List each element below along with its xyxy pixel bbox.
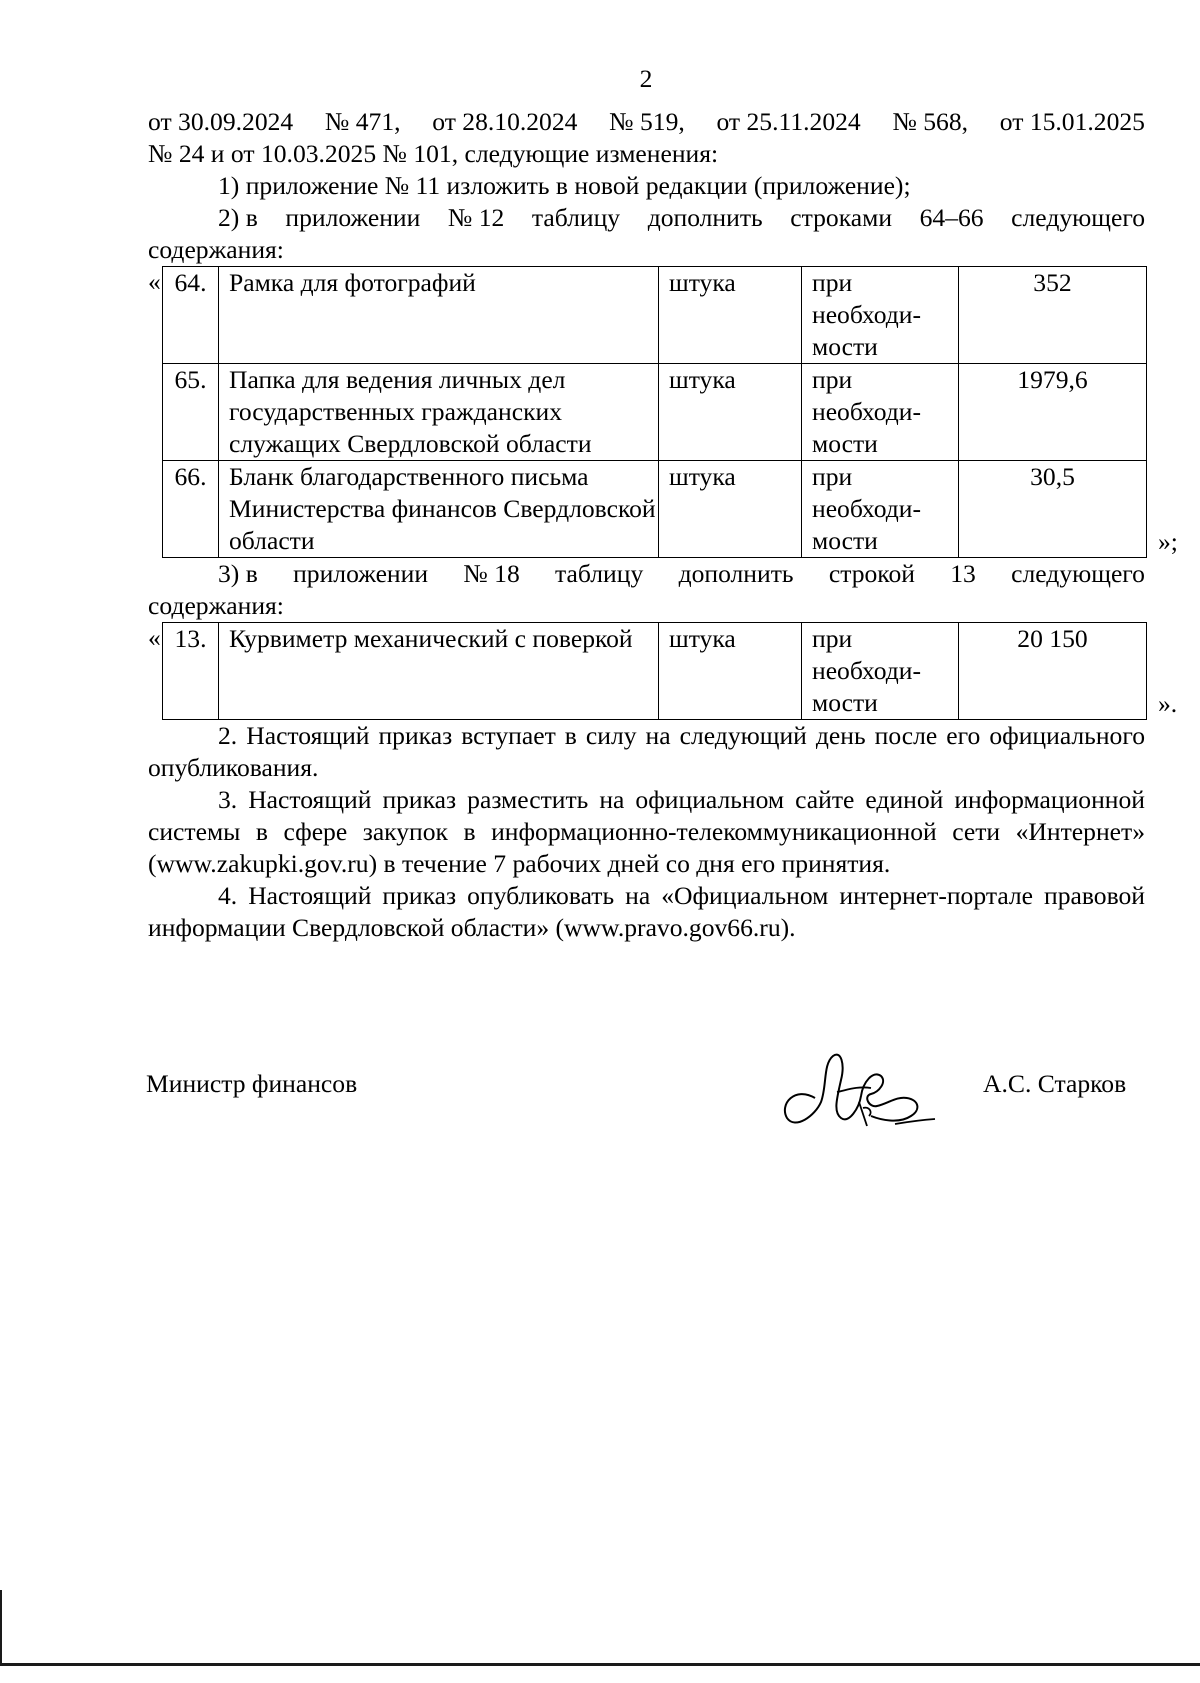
item-unit: штука [659,461,802,558]
page-number: 2 [639,64,653,93]
row-number: 13. [163,623,219,720]
item-2-word: следующего [1011,203,1145,232]
item-name: Бланк благодарственного письма Министерства финансов Свердловской области [219,461,659,558]
paragraph-3: 3. Настоящий приказ разместить на официальном сайте единой информационной системы в сфере закупок в информационно-телекоммуникационной сети «Интернет» (www.zakupki.gov.ru) в течение 7 рабочих дней со дня его принятия. [148,785,1145,878]
intro-line-1 [148,106,1145,138]
item-frequency: при необходи-мости [802,461,959,558]
intro-word: № 568, [892,107,969,136]
item-2-line-2: содержания: [148,235,284,264]
paragraph-2: 2. Настоящий приказ вступает в силу на следующий день после его официального опубликования. [148,721,1145,782]
table-row [163,623,1147,720]
item-3-word: 3) в [218,559,258,588]
item-2-word: приложении [285,203,421,232]
signatory-name: А.С. Старков [983,1069,1127,1098]
signatory-title: Министр финансов [146,1069,358,1098]
item-unit: штука [659,267,802,364]
item-3-line-2: содержания: [148,591,284,620]
signature-icon [775,1046,950,1140]
item-3-word: № 18 [463,559,520,588]
intro-word: от 25.11.2024 [716,107,861,136]
item-2-word: № 12 [447,203,505,232]
item-3-word: строкой [828,559,915,588]
close-quote: ». [1158,689,1178,718]
table-row [163,364,1147,461]
item-frequency: при необходи-мости [802,623,959,720]
item-frequency: при необходи-мости [802,267,959,364]
item-2-word: строками [790,203,893,232]
item-value: 30,5 [959,461,1147,558]
item-3-word: 13 [950,559,976,588]
item-name: Рамка для фотографий [219,267,659,364]
item-value: 20 150 [959,623,1147,720]
open-quote: « [148,267,161,296]
row-number: 65. [163,364,219,461]
item-frequency: при необходи-мости [802,364,959,461]
row-number: 66. [163,461,219,558]
intro-word: от 28.10.2024 [432,107,578,136]
intro-line-2: № 24 и от 10.03.2025 № 101, следующие изменения: [148,139,719,168]
item-value: 352 [959,267,1147,364]
item-3-line-1 [148,558,1145,590]
row-number: 64. [163,267,219,364]
document-body [148,106,1178,944]
item-3-word: следующего [1011,559,1145,588]
item-name: Курвиметр механический с поверкой [219,623,659,720]
table-appendix-12 [148,266,1178,558]
item-value: 1979,6 [959,364,1147,461]
item-2-line-1 [148,202,1145,234]
item-name: Папка для ведения личных дел государственных гражданских служащих Свердловской области [219,364,659,461]
item-unit: штука [659,364,802,461]
intro-word: от 15.01.2025 [999,107,1145,136]
item-2-word: 64–66 [919,203,984,232]
close-quote: »; [1158,527,1178,556]
table-row [163,267,1147,364]
signature-block [0,1068,1200,1128]
table-appendix-18 [148,622,1178,720]
item-3-word: таблицу [555,559,644,588]
intro-word: № 471, [324,107,401,136]
paragraph-4: 4. Настоящий приказ опубликовать на «Официальном интернет-портале правовой информации Свердловской области» (www.pravo.gov66.ru). [148,881,1145,942]
item-2-word: 2) в [218,203,258,232]
open-quote: « [148,623,161,652]
intro-word: № 519, [609,107,685,136]
item-unit: штука [659,623,802,720]
item-2-word: дополнить [647,203,763,232]
table-row [163,461,1147,558]
item-2-word: таблицу [531,203,621,232]
intro-word: от 30.09.2024 [148,107,294,136]
item-3-word: дополнить [678,559,794,588]
item-1: 1) приложение № 11 изложить в новой редакции (приложение); [218,171,911,200]
scan-edge [0,1590,2,1666]
scan-edge [0,1663,1200,1683]
item-3-word: приложении [293,559,429,588]
